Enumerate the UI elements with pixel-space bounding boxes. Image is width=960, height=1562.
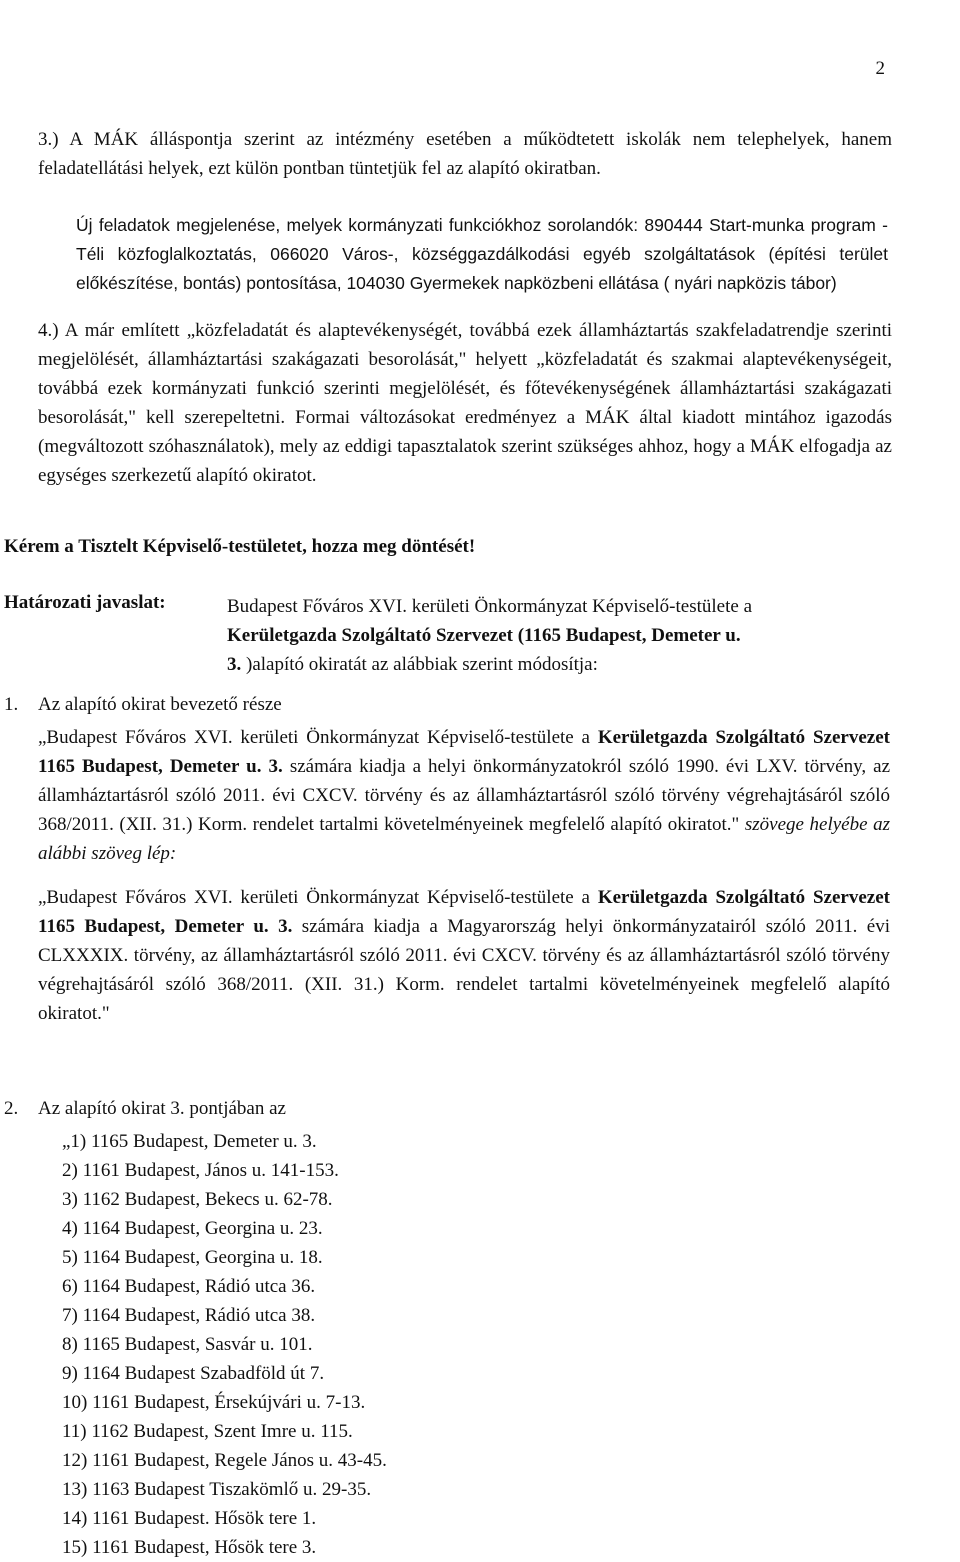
proposal-line-2: Kerületgazda Szolgáltató Szervezet (1165 Budapest, Demeter u. xyxy=(227,625,741,646)
address-item: 9) 1164 Budapest Szabadföld út 7. xyxy=(62,1363,325,1384)
item-1-title: Az alapító okirat bevezető része xyxy=(38,694,282,715)
item-1-new-pre: „Budapest Főváros XVI. kerületi Önkormányzat Képviselő-testülete a xyxy=(38,887,598,908)
address-item: 12) 1161 Budapest, Regele János u. 43-45. xyxy=(62,1450,387,1471)
address-item: 6) 1164 Budapest, Rádió utca 36. xyxy=(62,1276,316,1297)
address-item: 14) 1161 Budapest. Hősök tere 1. xyxy=(62,1508,317,1529)
item-1-old-text xyxy=(38,723,890,868)
item-1-old-bold: Kerületgazda Szolgáltató Szervezet 1165 Budapest, Demeter u. 3. xyxy=(38,727,890,777)
address-item: 13) 1163 Budapest Tiszakömlő u. 29-35. xyxy=(62,1479,372,1500)
proposal-line-3-bold: 3. xyxy=(227,654,242,675)
section-4-paragraph xyxy=(38,316,892,490)
proposal-line-3-rest: )alapító okiratát az alábbiak szerint módosítja: xyxy=(246,654,598,675)
section-3-paragraph xyxy=(38,125,892,183)
proposal-line-3 xyxy=(227,650,752,679)
address-item: „1) 1165 Budapest, Demeter u. 3. xyxy=(62,1131,317,1152)
item-1-number: 1. xyxy=(4,694,19,715)
section-3-number: 3.) xyxy=(38,129,59,150)
address-item: 15) 1161 Budapest, Hősök tere 3. xyxy=(62,1537,317,1558)
item-2-title: Az alapító okirat 3. pontjában az xyxy=(38,1098,286,1119)
item-2-number: 2. xyxy=(4,1098,19,1119)
page-number: 2 xyxy=(875,58,885,79)
address-item: 3) 1162 Budapest, Bekecs u. 62-78. xyxy=(62,1189,333,1210)
new-tasks-paragraph: Új feladatok megjelenése, melyek kormányzati funkciókhoz sorolandók: 890444 Start-munka program - Téli közfoglalkoztatás, 066020 Város-, községgazdálkodási egyéb szolgáltatások (építési terület előkészítése, bontás) pontosítása, 104030 Gyermekek napközbeni ellátása ( nyári napközis tábor) xyxy=(76,215,888,293)
proposal-label: Határozati javaslat: xyxy=(4,592,166,613)
section-4-number: 4.) xyxy=(38,320,59,341)
address-item: 5) 1164 Budapest, Georgina u. 18. xyxy=(62,1247,323,1268)
address-item: 8) 1165 Budapest, Sasvár u. 101. xyxy=(62,1334,313,1355)
address-list xyxy=(62,1127,387,1562)
item-1-old-post: számára kiadja a helyi önkormányzatokról szóló 1990. évi LXV. törvény, az államháztartásról szóló 2011. évi CXCV. törvény és az államháztartásról szóló törvény végrehajtásáról szóló 368/2011. (XII. 31.) Korm. rendelet tartalmi követelményeinek megfelelő alapító okiratot." xyxy=(38,756,891,835)
section-3-text: A MÁK álláspontja szerint az intézmény esetében a működtetett iskolák nem telephelyek, hanem feladatellátási helyek, ezt külön pontban tüntetjük fel az alapító okiratban. xyxy=(38,129,893,179)
item-1-new-post: számára kiadja a Magyarország helyi önkormányzatairól szóló 2011. évi CLXXXIX. törvény, az államháztartásról szóló 2011. évi CXCV. törvény és az államháztartásról szóló törvény végrehajtásáról szóló 368/2011. (XII. 31.) Korm. rendelet tartalmi követelményeinek megfelelő alapító okiratot." xyxy=(38,916,891,1024)
address-item: 4) 1164 Budapest, Georgina u. 23. xyxy=(62,1218,323,1239)
item-1-new-bold: Kerületgazda Szolgáltató Szervezet 1165 Budapest, Demeter u. 3. xyxy=(38,887,890,937)
section-4-text: A már említett „közfeladatát és alaptevékenységét, továbbá ezek államháztartás szakfeladatrendje szerinti megjelölését, államháztartási szakágazati besorolását," helyett „közfeladatát és szakmai alaptevékenységeit, továbbá ezek kormányzati funkció szerinti megjelölését, és főtevékenységének államháztartási szakágazati besorolását," kell szerepeltetni. Formai változásokat eredményez a MÁK által kiadott mintához igazodás (megváltozott szóhasználatok), mely az eddigi tapasztalatok szerint szükséges ahhoz, hogy a MÁK elfogadja az egységes szerkezetű alapító okiratot. xyxy=(38,320,893,486)
address-item: 7) 1164 Budapest, Rádió utca 38. xyxy=(62,1305,316,1326)
proposal-line-1: Budapest Főváros XVI. kerületi Önkormányzat Képviselő-testülete a xyxy=(227,596,752,617)
item-1-new-text xyxy=(38,883,890,1028)
item-1-old-italic: szövege helyébe az alábbi szöveg lép: xyxy=(38,814,890,864)
address-item: 2) 1161 Budapest, János u. 141-153. xyxy=(62,1160,339,1181)
item-1-old-pre: „Budapest Főváros XVI. kerületi Önkormányzat Képviselő-testülete a xyxy=(38,727,598,748)
proposal-text xyxy=(227,592,752,679)
request-heading: Kérem a Tisztelt Képviselő-testületet, hozza meg döntését! xyxy=(4,536,476,557)
address-item: 11) 1162 Budapest, Szent Imre u. 115. xyxy=(62,1421,353,1442)
address-item: 10) 1161 Budapest, Érsekújvári u. 7-13. xyxy=(62,1392,366,1413)
